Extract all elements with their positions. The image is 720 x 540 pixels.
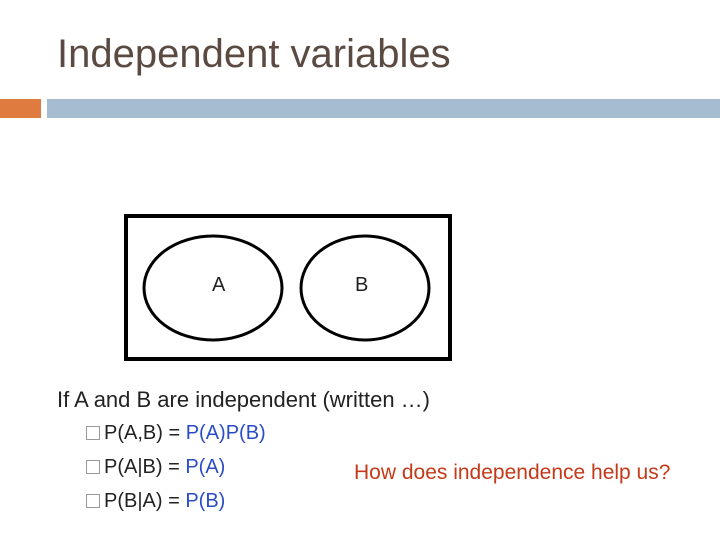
formula-rhs: P(B) <box>185 490 226 512</box>
slide-title: Independent variables <box>57 32 451 76</box>
set-a-label: A <box>212 274 226 296</box>
independence-statement: If A and B are independent (written …) <box>57 387 431 412</box>
formula-lhs: P(B|A) = <box>104 490 186 512</box>
formula-rhs: P(A)P(B) <box>185 422 266 444</box>
bullet-box-icon <box>86 426 100 440</box>
bullet-box-icon <box>86 460 100 474</box>
formula-lhs: P(A|B) = <box>104 456 186 478</box>
question-text: How does independence help us? <box>354 461 671 484</box>
bullet-box-icon <box>86 494 100 508</box>
formula-rhs: P(A) <box>185 456 226 478</box>
set-b-label: B <box>355 274 369 296</box>
formula-lhs: P(A,B) = <box>104 422 186 444</box>
